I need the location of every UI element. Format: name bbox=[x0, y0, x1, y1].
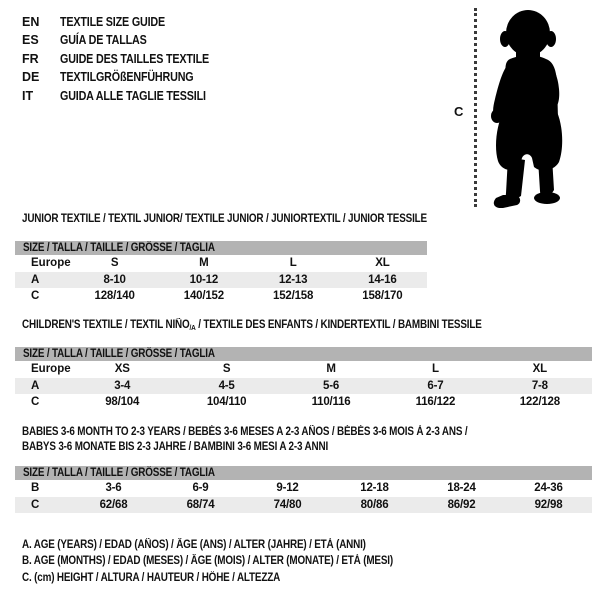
size-value-cell: 104/110 bbox=[206, 396, 247, 409]
size-value-cell: L bbox=[289, 257, 297, 270]
babies-section-title: BABIES 3-6 MONTH TO 2-3 YEARS / BEBÉS 3-6 MESES A 2-3 AÑOS / BÉBÉS 3-6 MOIS À 2-3 ANS / BABYS 3-6 MONATE BIS 2-3 JAHRE / BAMBINI 3-6 MESI A 2-3 ANNI bbox=[22, 426, 468, 453]
size-header-label: SIZE / TALLA / TAILLE / GRÖSSE / TAGLIA bbox=[23, 242, 215, 254]
language-code: IT bbox=[22, 88, 34, 103]
size-value-cell: 5-6 bbox=[323, 379, 340, 392]
height-measure-label: C bbox=[454, 104, 464, 119]
size-value-cell: 80/86 bbox=[360, 498, 389, 511]
size-value-cell: 18-24 bbox=[447, 482, 476, 495]
junior-size-table bbox=[15, 241, 427, 305]
size-value-cell: 116/122 bbox=[415, 396, 456, 409]
language-code: EN bbox=[22, 15, 40, 29]
size-value-cell: 7-8 bbox=[531, 379, 548, 392]
size-value-cell: 3-4 bbox=[114, 379, 131, 392]
guide-title: TEXTILE SIZE GUIDE bbox=[60, 15, 166, 29]
size-value-cell: L bbox=[432, 363, 439, 376]
footnote-age-months: B. AGE (MONTHS) / EDAD (MESES) / ÂGE (MOIS) / ALTER (MONATE) / ETÀ (MESI) bbox=[22, 555, 393, 568]
row-label: A bbox=[31, 379, 40, 392]
children-section-title: CHILDREN'S TEXTILE / TEXTIL $NIÑO_{/A}$ / TEXTILE DES ENFANTS / KINDERTEXTIL / BAMBINI TESSILE bbox=[22, 319, 482, 332]
size-value-cell: 140/152 bbox=[183, 290, 224, 303]
size-header-label: SIZE / TALLA / TAILLE / GRÖSSE / TAGLIA bbox=[23, 467, 215, 479]
size-value-cell: 8-10 bbox=[103, 273, 126, 286]
size-header-bar bbox=[15, 241, 427, 255]
table-row bbox=[15, 272, 427, 289]
row-label: C bbox=[31, 498, 40, 511]
language-code: ES bbox=[22, 33, 39, 48]
row-label: C bbox=[31, 396, 40, 409]
size-value-cell: S bbox=[110, 257, 119, 270]
guide-title: GUIDA ALLE TAGLIE TESSILI bbox=[60, 88, 206, 103]
size-header-label: SIZE / TALLA / TAILLE / GRÖSSE / TAGLIA bbox=[23, 348, 215, 360]
table-row bbox=[15, 255, 427, 272]
size-value-cell: 62/68 bbox=[99, 498, 128, 511]
row-label: B bbox=[31, 482, 40, 495]
size-header-bar bbox=[15, 347, 592, 361]
size-value-cell: 86/92 bbox=[447, 498, 476, 511]
size-value-cell: XL bbox=[375, 257, 390, 270]
language-title-list bbox=[22, 13, 233, 105]
size-value-cell: XS bbox=[114, 363, 130, 376]
table-row bbox=[15, 288, 427, 305]
row-label: Europe bbox=[31, 257, 71, 270]
junior-section-title: JUNIOR TEXTILE / TEXTIL JUNIOR/ TEXTILE JUNIOR / JUNIORTEXTIL / JUNIOR TESSILE bbox=[22, 213, 427, 225]
size-value-cell: 4-5 bbox=[218, 379, 235, 392]
guide-title: TEXTILGRÖßENFÜHRUNG bbox=[60, 70, 194, 85]
size-value-cell: 3-6 bbox=[105, 482, 122, 495]
children-size-table bbox=[15, 347, 592, 411]
language-row bbox=[22, 87, 233, 105]
size-value-cell: 158/170 bbox=[362, 290, 403, 303]
size-value-cell: 92/98 bbox=[534, 498, 563, 511]
footnote-age-years: A. AGE (YEARS) / EDAD (AÑOS) / ÂGE (ANS) / ALTER (JAHRE) / ETÀ (ANNI) bbox=[22, 539, 366, 551]
size-value-cell: M bbox=[326, 363, 336, 376]
guide-title: GUÍA DE TALLAS bbox=[60, 33, 147, 48]
language-row bbox=[22, 31, 233, 49]
table-row bbox=[15, 378, 592, 395]
size-value-cell: 14-16 bbox=[368, 273, 397, 286]
height-measure-line bbox=[474, 8, 477, 207]
row-label: C bbox=[31, 290, 40, 303]
table-row bbox=[15, 497, 592, 514]
table-row bbox=[15, 480, 592, 497]
table-row bbox=[15, 361, 592, 378]
size-value-cell: 128/140 bbox=[94, 290, 135, 303]
legend-footnotes bbox=[22, 537, 453, 586]
size-value-cell: 6-7 bbox=[427, 379, 444, 392]
babies-size-table bbox=[15, 466, 592, 513]
language-code: DE bbox=[22, 70, 40, 85]
row-label: A bbox=[31, 273, 40, 286]
guide-title: GUIDE DES TAILLES TEXTILE bbox=[60, 51, 210, 66]
language-row bbox=[22, 50, 233, 68]
size-value-cell: S bbox=[222, 363, 231, 376]
footnote-height-cm: C. (cm) HEIGHT / ALTURA / HAUTEUR / HÖHE / ALTEZZA bbox=[22, 571, 281, 584]
size-value-cell: 6-9 bbox=[192, 482, 209, 495]
size-value-cell: 24-36 bbox=[534, 482, 563, 495]
size-value-cell: 98/104 bbox=[105, 396, 140, 409]
size-value-cell: 152/158 bbox=[273, 290, 314, 303]
table-row bbox=[15, 394, 592, 411]
size-value-cell: XL bbox=[532, 363, 547, 376]
language-row bbox=[22, 68, 233, 86]
language-row bbox=[22, 13, 233, 31]
language-code: FR bbox=[22, 51, 39, 66]
size-value-cell: 110/116 bbox=[311, 396, 351, 409]
size-value-cell: 12-13 bbox=[278, 273, 308, 286]
size-value-cell: 10-12 bbox=[189, 273, 219, 286]
size-value-cell: 12-18 bbox=[360, 482, 389, 495]
size-value-cell: M bbox=[199, 257, 209, 270]
size-value-cell: 9-12 bbox=[276, 482, 299, 495]
size-value-cell: 68/74 bbox=[186, 498, 215, 511]
row-label: Europe bbox=[31, 363, 71, 376]
size-value-cell: 122/128 bbox=[519, 396, 560, 409]
size-value-cell: 74/80 bbox=[273, 498, 302, 511]
baby-silhouette-icon bbox=[484, 6, 574, 208]
size-header-bar bbox=[15, 466, 592, 480]
